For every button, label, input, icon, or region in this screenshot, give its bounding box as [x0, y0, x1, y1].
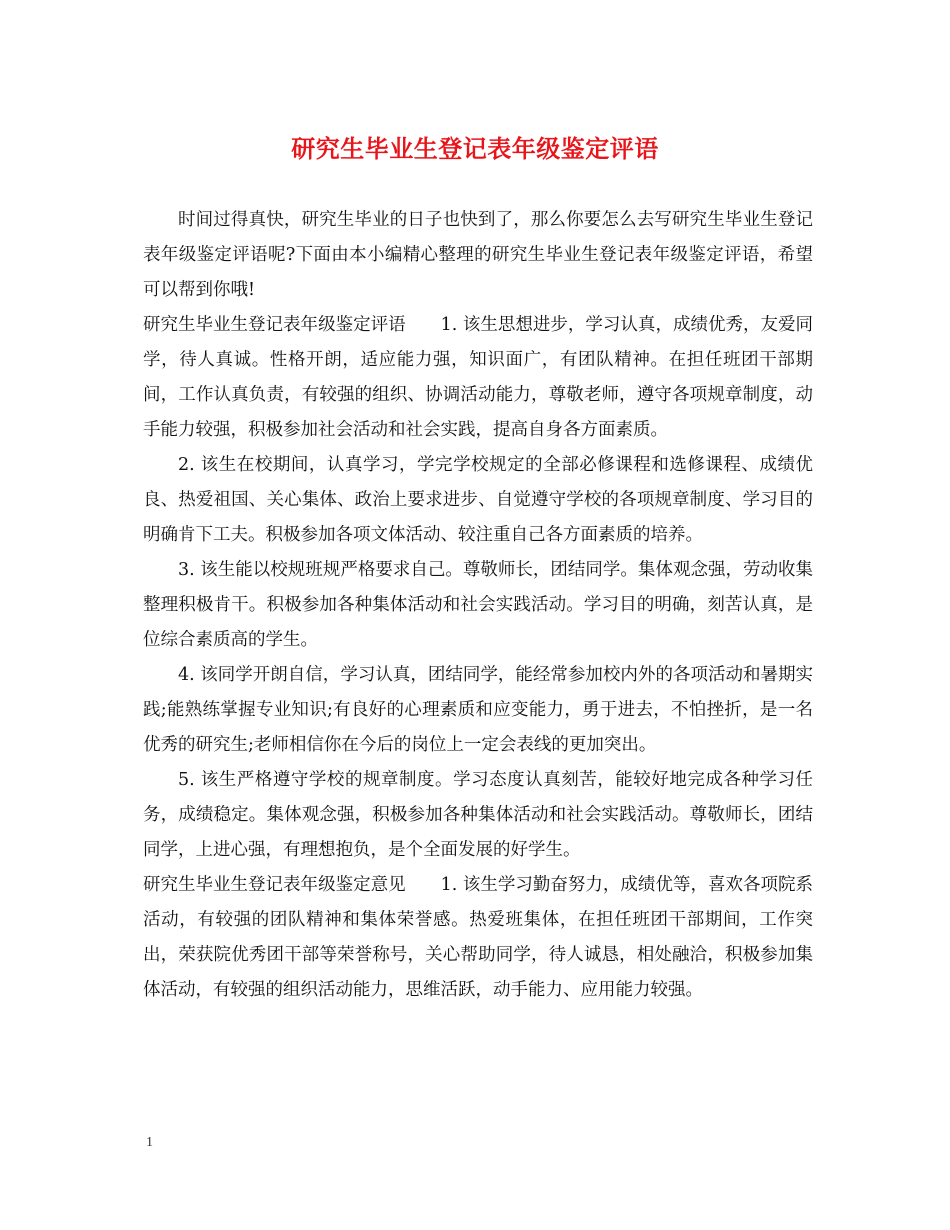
comment-item-5: 5. 该生严格遵守学校的规章制度。学习态度认真刻苦，能较好地完成各种学习任务，成绩稳定。集体观念强，积极参加各种集体活动和社会实践活动。尊敬师长，团结同学，上进心强，有理想抱负，是个全面发展的好学生。: [143, 770, 813, 860]
document-body: [143, 203, 813, 1008]
comment-item-4: 4. 该同学开朗自信，学习认真，团结同学，能经常参加校内外的各项活动和暑期实践;能熟练掌握专业知识;有良好的心理素质和应变能力，勇于进去，不怕挫折，是一名优秀的研究生;老师相信你在今后的岗位上一定会表线的更加突出。: [143, 665, 813, 755]
comment-item-3: 3. 该生能以校规班规严格要求自己。尊敬师长，团结同学。集体观念强，劳动收集整理积极肯干。积极参加各种集体活动和社会实践活动。学习目的明确，刻苦认真，是位综合素质高的学生。: [143, 560, 813, 650]
page-number: 1: [146, 1135, 153, 1150]
document-title: 研究生毕业生登记表年级鉴定评语: [291, 134, 659, 163]
opinion-section-paragraph: 研究生毕业生登记表年级鉴定意见 1. 该生学习勤奋努力，成绩优等，喜欢各项院系活动，有较强的团队精神和集体荣誉感。热爱班集体，在担任班团干部期间，工作突出，荣获院优秀团干部等荣誉称号，关心帮助同学，待人诚恳，相处融洽，积极参加集体活动，有较强的组织活动能力，思维活跃，动手能力、应用能力较强。: [143, 875, 813, 1000]
comment-item-2: 2. 该生在校期间，认真学习，学完学校规定的全部必修课程和选修课程、成绩优良、热爱祖国、关心集体、政治上要求进步、自觉遵守学校的各项规章制度、学习目的明确肯下工夫。积极参加各项文体活动、较注重自己各方面素质的培养。: [143, 455, 813, 545]
comment-section-heading-paragraph: 研究生毕业生登记表年级鉴定评语 1. 该生思想进步，学习认真，成绩优秀，友爱同学，待人真诚。性格开朗，适应能力强，知识面广，有团队精神。在担任班团干部期间，工作认真负责，有较强的组织、协调活动能力，尊敬老师，遵守各项规章制度，动手能力较强，积极参加社会活动和社会实践，提高自身各方面素质。: [143, 315, 813, 440]
intro-paragraph: 时间过得真快，研究生毕业的日子也快到了，那么你要怎么去写研究生毕业生登记表年级鉴定评语呢?下面由本小编精心整理的研究生毕业生登记表年级鉴定评语，希望可以帮到你哦!: [143, 210, 813, 300]
